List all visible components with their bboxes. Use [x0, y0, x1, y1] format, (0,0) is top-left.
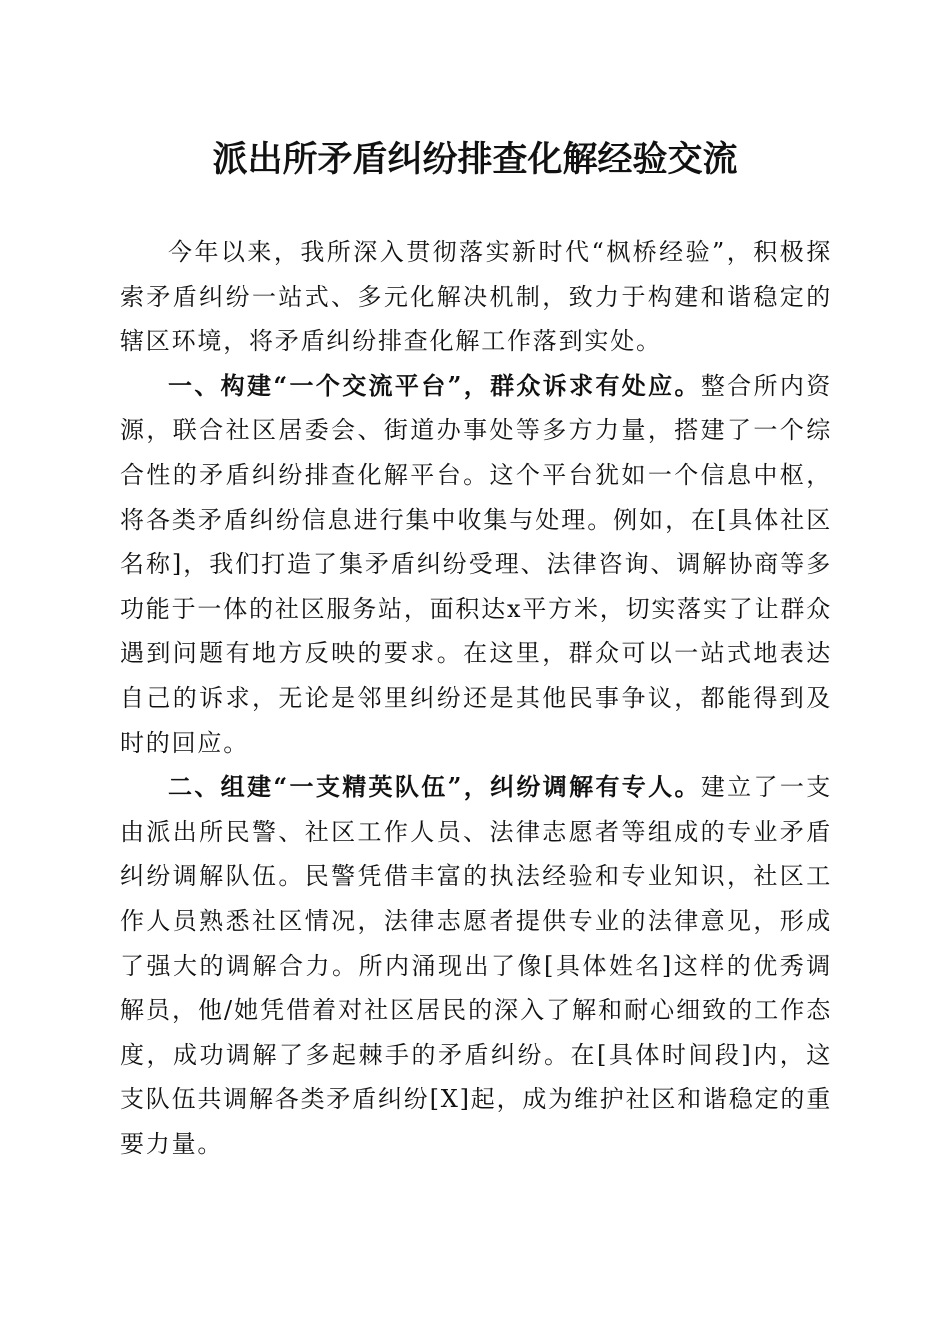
paragraph-section-2 — [120, 765, 832, 1166]
paragraph-intro — [120, 230, 832, 364]
section-heading: 一、构建“一个交流平台”，群众诉求有处应。 — [168, 370, 701, 400]
section-heading: 二、组建“一支精英队伍”，纠纷调解有专人。 — [168, 772, 701, 802]
paragraph-text: 建立了一支由派出所民警、社区工作人员、法律志愿者等组成的专业矛盾纠纷调解队伍。民警凭借丰富的执法经验和专业知识，社区工作人员熟悉社区情况，法律志愿者提供专业的法律意见，形成了强大的调解合力。所内涌现出了像[具体姓名]这样的优秀调解员，他/她凭借着对社区居民的深入了解和耐心细致的工作态度，成功调解了多起棘手的矛盾纠纷。在[具体时间段]内，这支队伍共调解各类矛盾纠纷[X]起，成为维护社区和谐稳定的重要力量。 — [120, 773, 833, 1158]
paragraph-text: 今年以来，我所深入贯彻落实新时代“枫桥经验”，积极探索矛盾纠纷一站式、多元化解决机制，致力于构建和谐稳定的辖区环境，将矛盾纠纷排查化解工作落到实处。 — [120, 238, 832, 356]
paragraph-text: 整合所内资源，联合社区居委会、街道办事处等多方力量，搭建了一个综合性的矛盾纠纷排查化解平台。这个平台犹如一个信息中枢，将各类矛盾纠纷信息进行集中收集与处理。例如，在[具体社区名称]，我们打造了集矛盾纠纷受理、法律咨询、调解协商等多功能于一体的社区服务站，面积达x平方米，切实落实了让群众遇到问题有地方反映的要求。在这里，群众可以一站式地表达自己的诉求，无论是邻里纠纷还是其他民事争议，都能得到及时的回应。 — [120, 371, 833, 757]
document-title: 派出所矛盾纠纷排查化解经验交流 — [212, 139, 738, 180]
document-body — [120, 230, 832, 1166]
paragraph-section-1 — [120, 364, 832, 765]
